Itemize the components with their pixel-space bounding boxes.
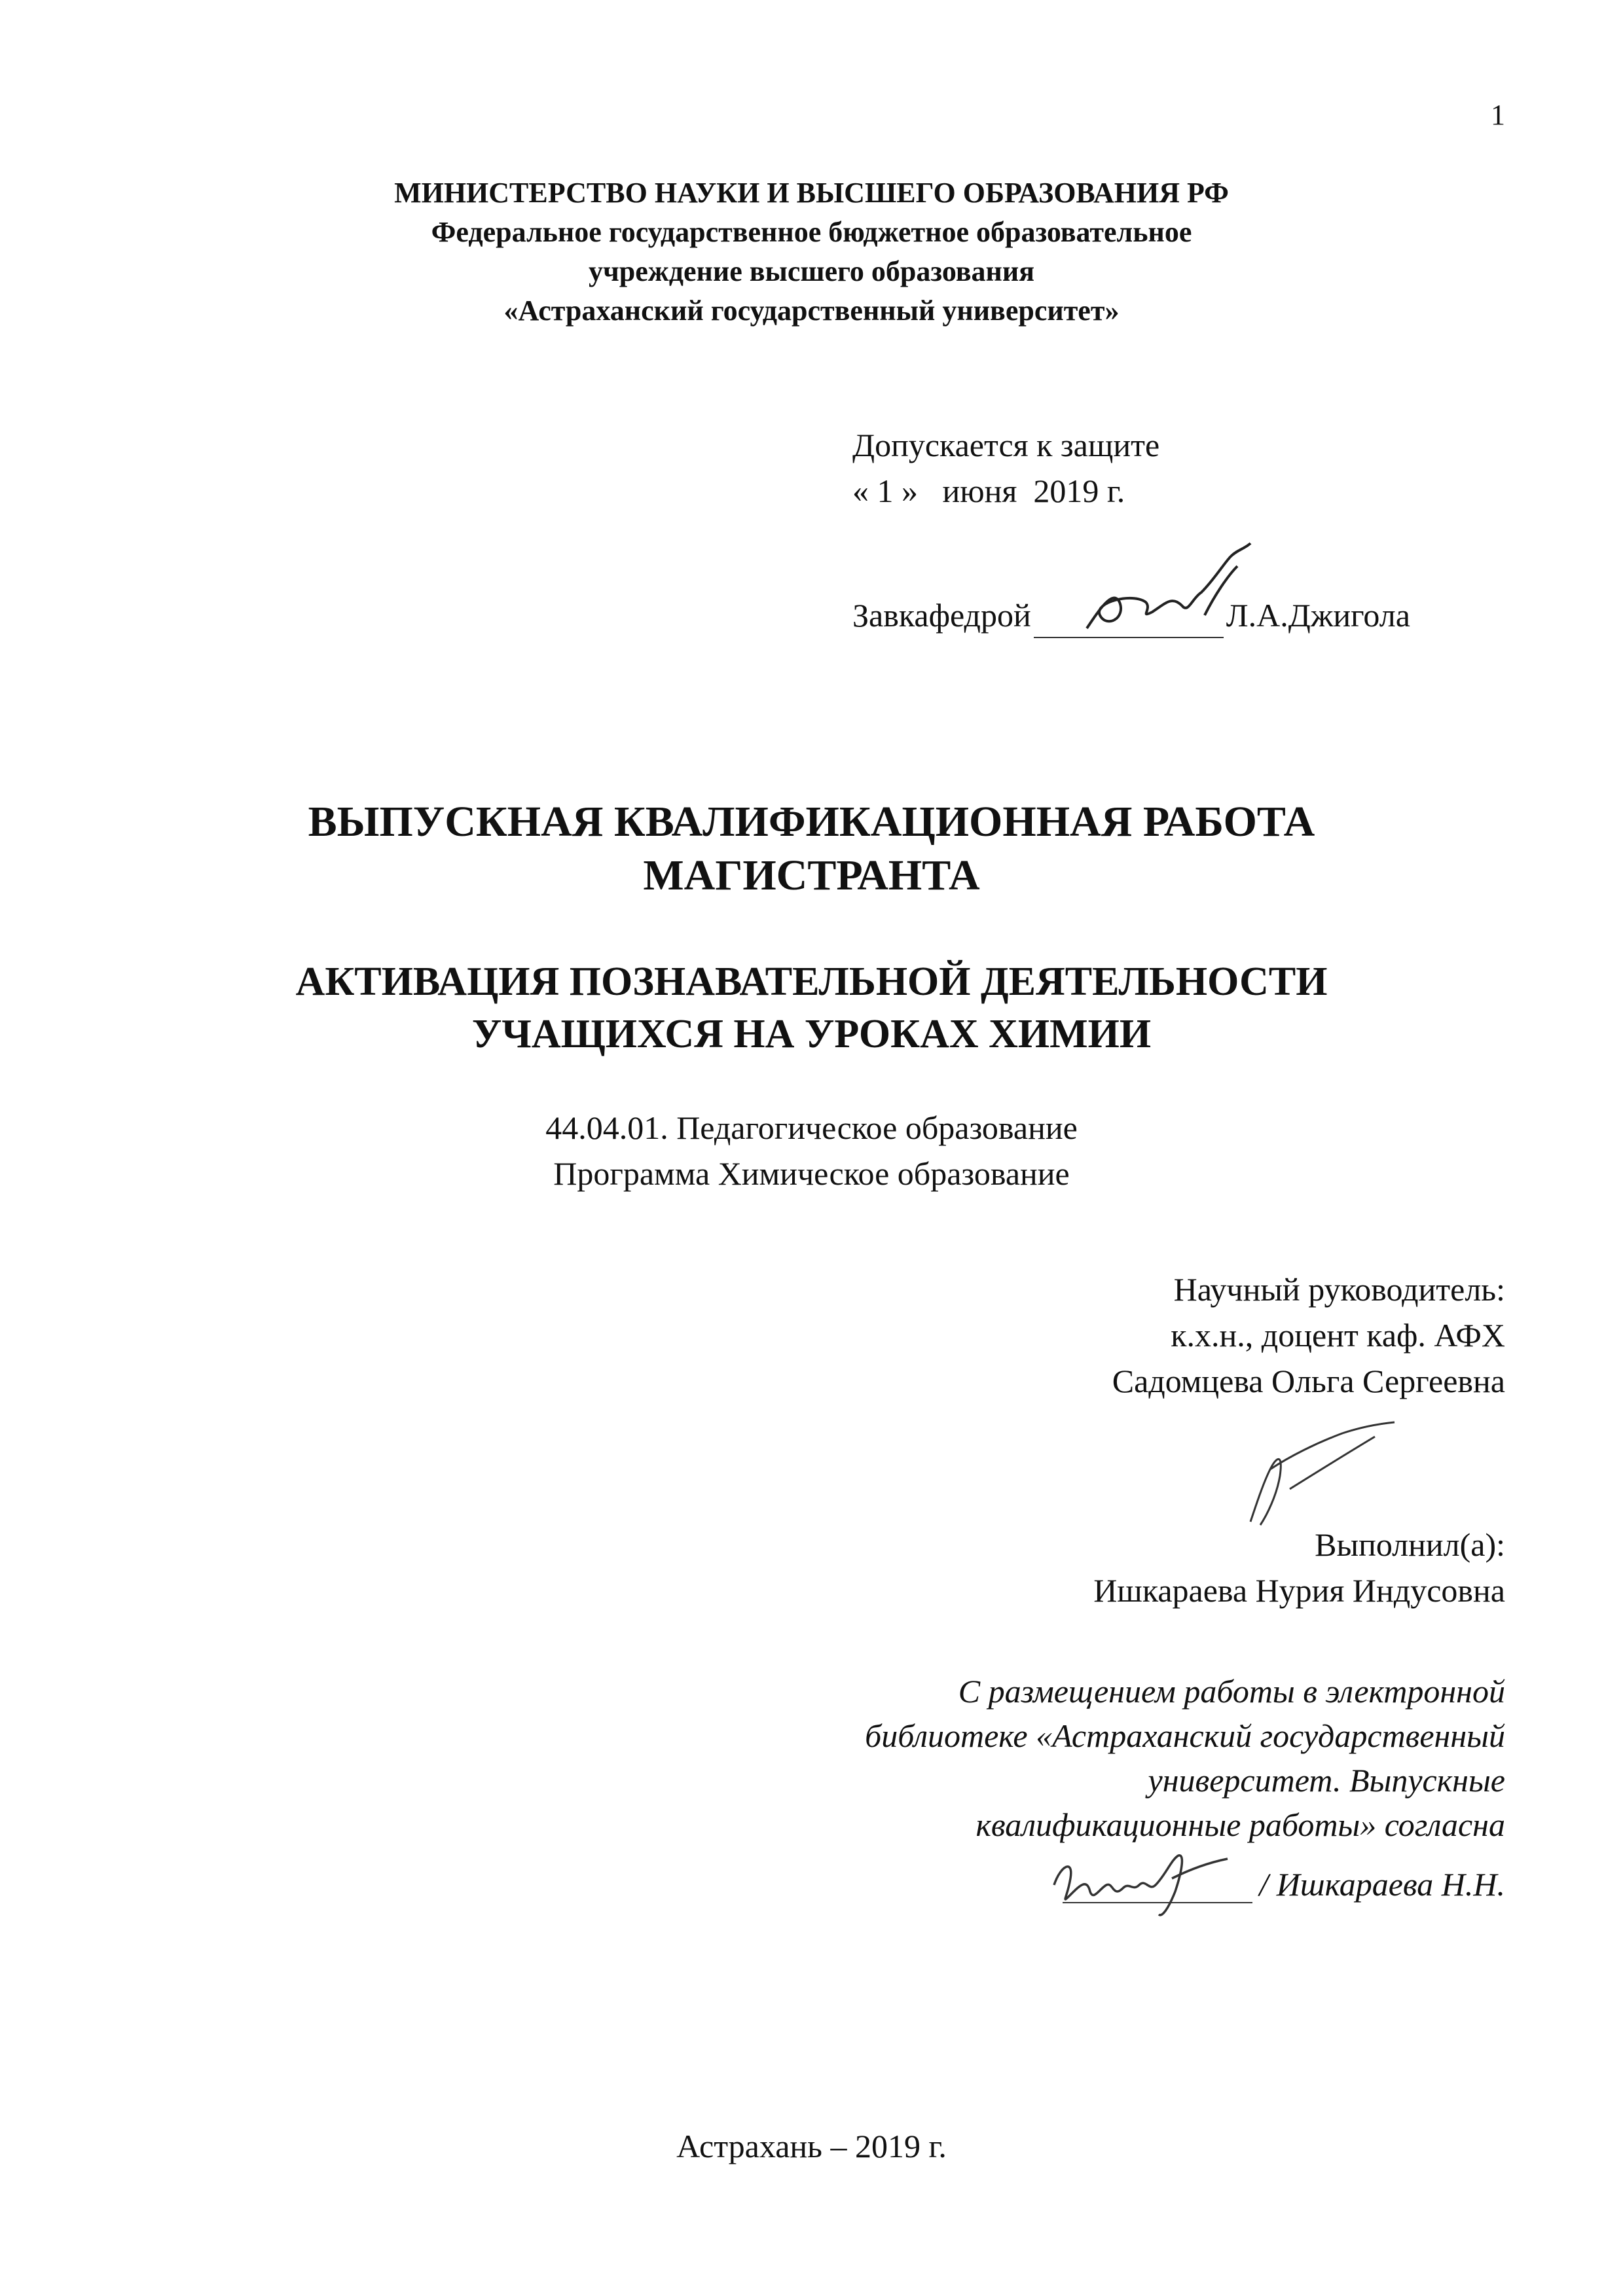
admission-text: Допускается к защите — [852, 427, 1160, 463]
header-line-education-level: учреждение высшего образования — [588, 255, 1034, 287]
supervisor-label: Научный руководитель: — [1173, 1271, 1505, 1308]
topic-line-1: АКТИВАЦИЯ ПОЗНАВАТЕЛЬНОЙ ДЕЯТЕЛЬНОСТИ — [295, 960, 1328, 1004]
title-line-1: ВЫПУСКНАЯ КВАЛИФИКАЦИОННАЯ РАБОТА — [308, 798, 1315, 846]
supervisor-block — [1112, 1266, 1505, 1404]
department-head-label: Завкафедрой — [852, 597, 1031, 634]
supervisor-name: Садомцева Ольга Сергеевна — [1112, 1363, 1505, 1399]
consent-line-3: университет. Выпускные — [1148, 1762, 1505, 1799]
program-name: Программа Химическое образование — [553, 1155, 1070, 1192]
page-number: 1 — [1491, 99, 1505, 131]
program-code: 44.04.01. Педагогическое образование — [545, 1109, 1078, 1146]
department-head-signature — [1074, 530, 1270, 648]
city-year: Астрахань – 2019 г. — [676, 2128, 947, 2164]
header-line-institution-type: Федеральное государственное бюджетное образовательное — [431, 216, 1192, 248]
consent-line-1: С размещением работы в электронной — [958, 1673, 1505, 1710]
admission-block — [852, 422, 1159, 514]
author-name: Ишкараева Нурия Индусовна — [1093, 1572, 1505, 1609]
program-block — [0, 1105, 1623, 1196]
consent-line-4: квалификационные работы» согласна — [976, 1806, 1505, 1843]
consent-signer-name: / Ишкараева Н.Н. — [1259, 1866, 1505, 1903]
library-consent — [865, 1669, 1505, 1847]
consent-line-2: библиотеке «Астраханский государственный — [865, 1717, 1505, 1754]
supervisor-signature — [1231, 1417, 1414, 1535]
author-block — [1093, 1522, 1505, 1613]
department-head-name: Л.А.Джигола — [1226, 597, 1410, 634]
header-line-university: «Астраханский государственный университет» — [503, 295, 1120, 327]
title-line-2: МАГИСТРАНТА — [643, 852, 980, 899]
supervisor-degree: к.х.н., доцент каф. АФХ — [1171, 1317, 1505, 1354]
document-title — [0, 795, 1623, 903]
ministry-header — [0, 173, 1623, 331]
author-label: Выполнил(а): — [1315, 1526, 1505, 1563]
author-signature — [1041, 1839, 1237, 1931]
topic-line-2: УЧАЩИХСЯ НА УРОКАХ ХИМИИ — [471, 1012, 1152, 1056]
thesis-topic — [0, 956, 1623, 1060]
header-line-ministry: МИНИСТЕРСТВО НАУКИ И ВЫСШЕГО ОБРАЗОВАНИЯ РФ — [394, 177, 1229, 209]
admission-date: « 1 » июня 2019 г. — [852, 473, 1125, 509]
